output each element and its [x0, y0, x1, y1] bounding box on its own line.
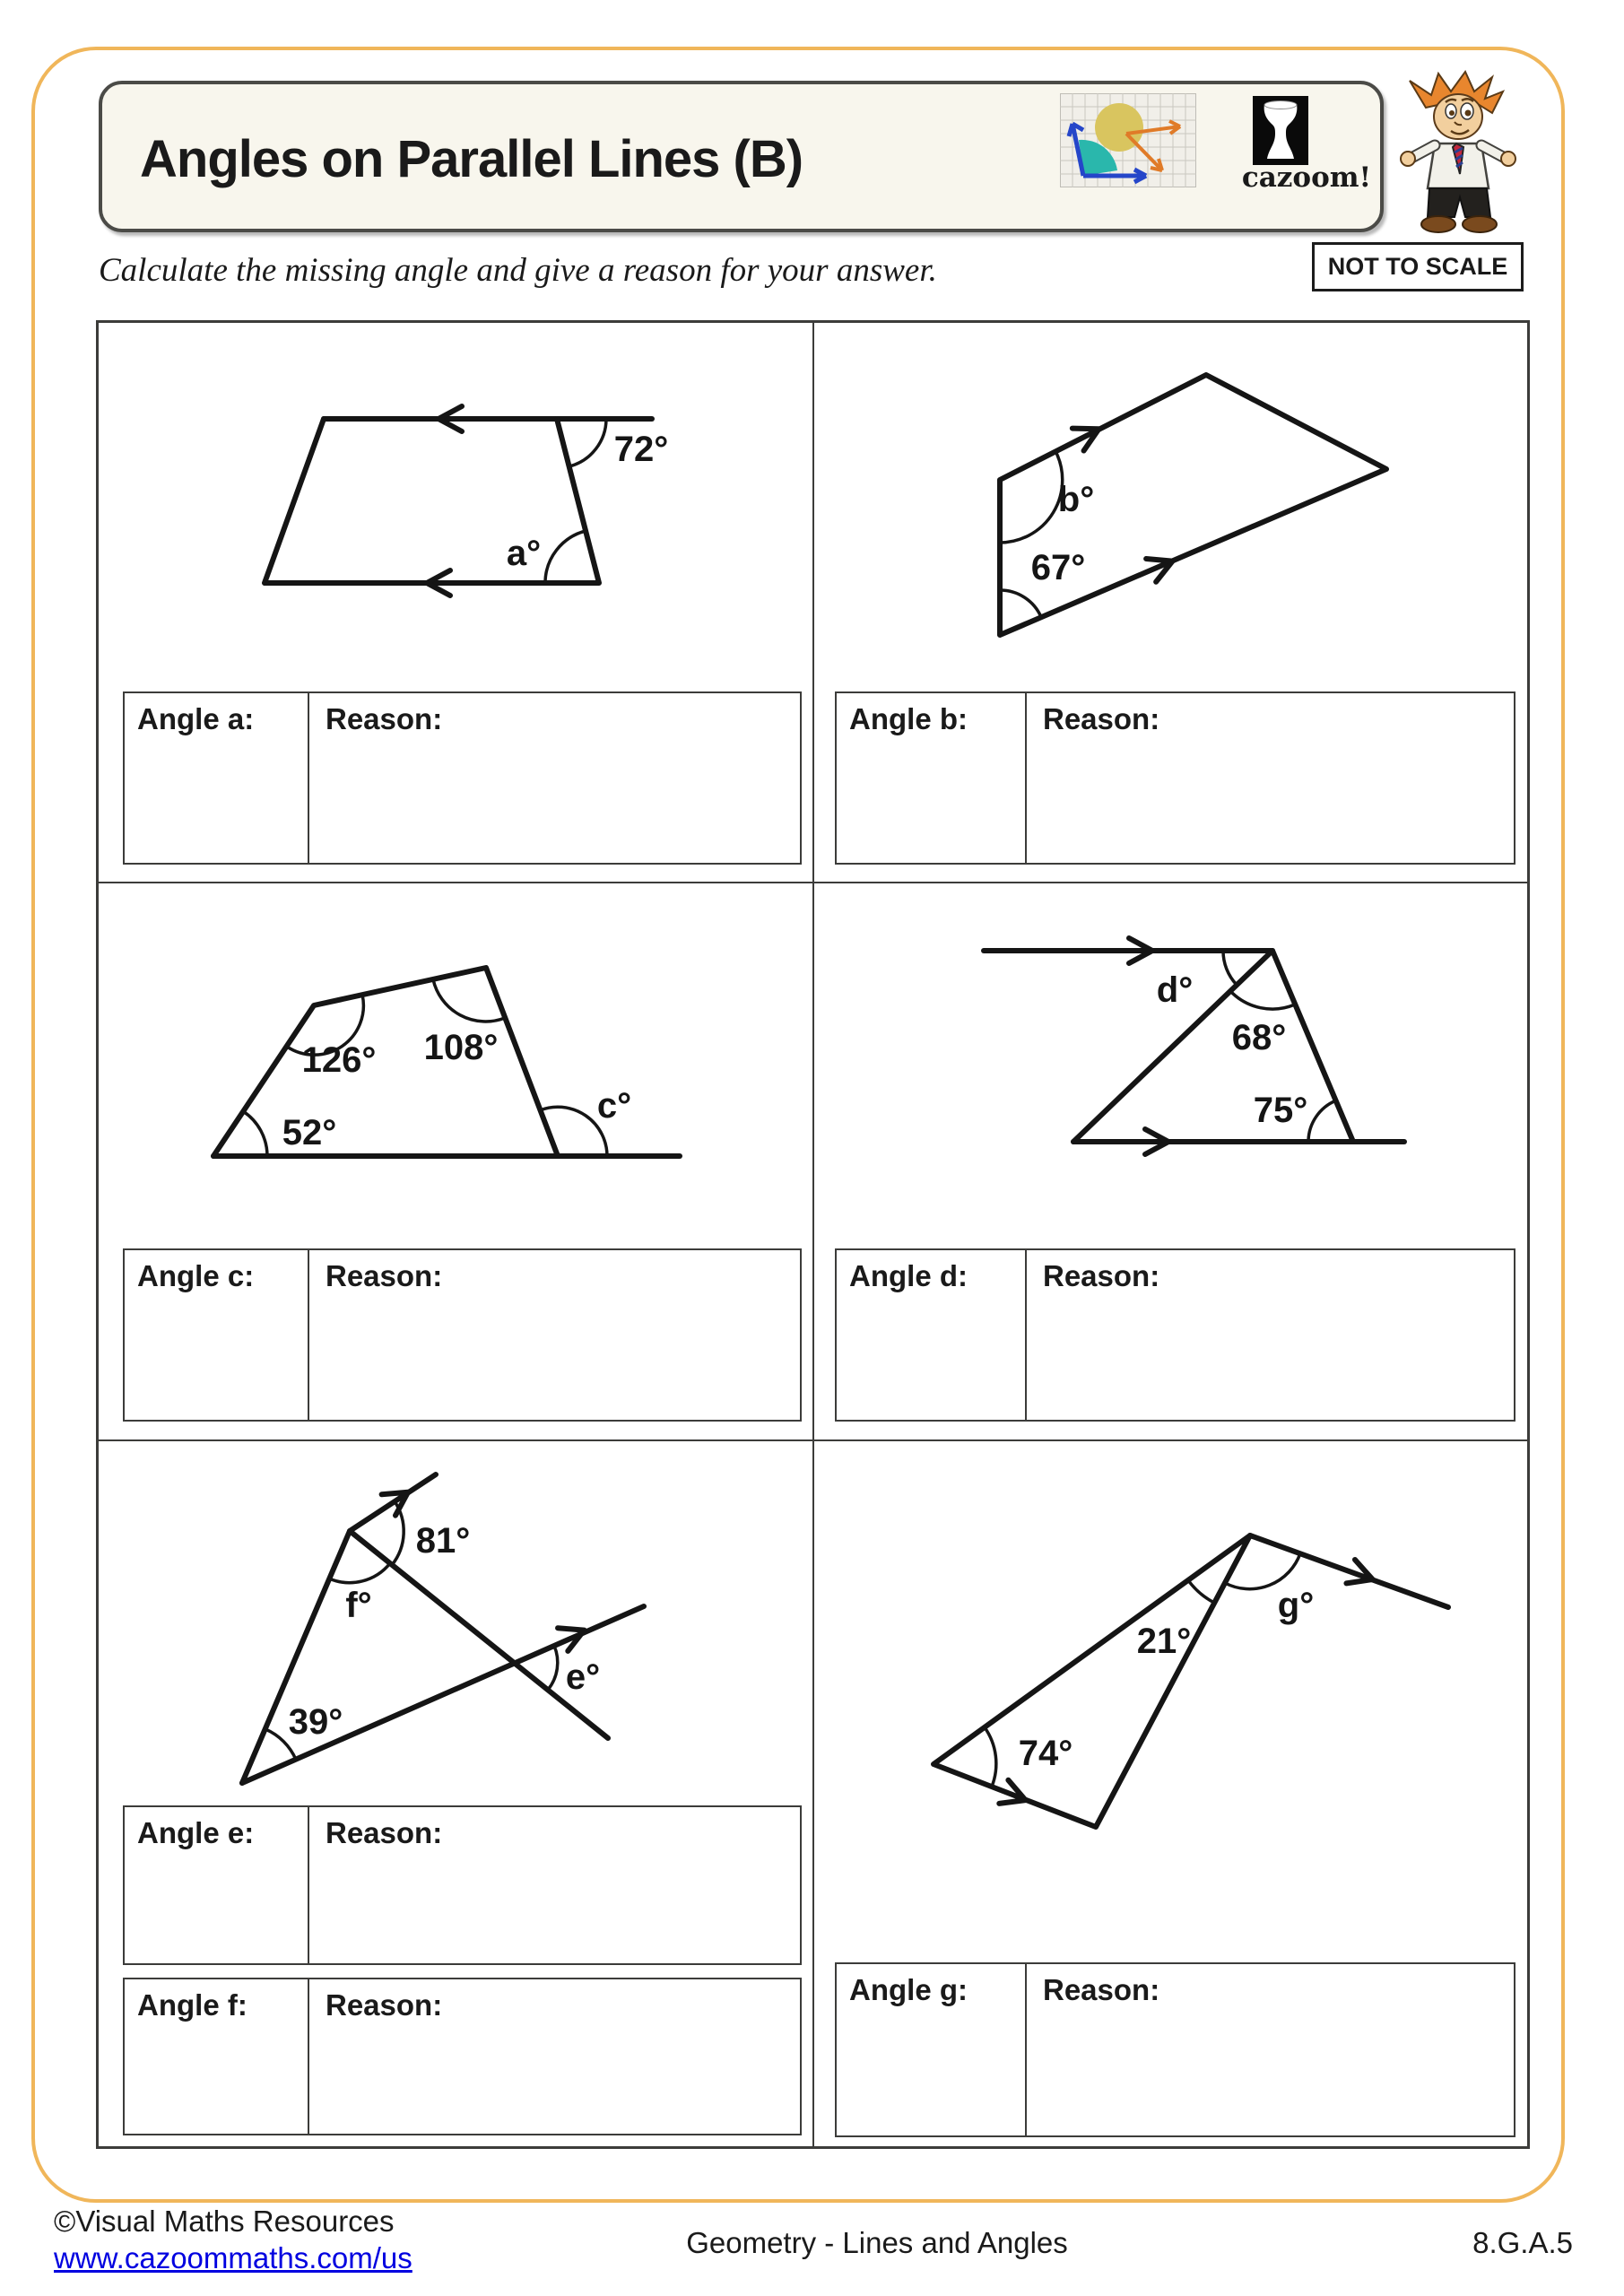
- angle-answer-cell[interactable]: Angle g:: [837, 1964, 1027, 2135]
- problem-cell-g: [814, 1441, 1527, 2149]
- answer-box-g: [835, 1962, 1515, 2137]
- angle-unknown: f°: [345, 1586, 372, 1625]
- angle-value: 68°: [1231, 1018, 1287, 1057]
- angle-value: 126°: [301, 1040, 377, 1080]
- cazoom-brand-text: cazoom!: [1241, 161, 1372, 194]
- reason-answer-cell[interactable]: Reason:: [326, 702, 443, 735]
- diagram-d: [814, 883, 1527, 1247]
- reason-answer-cell[interactable]: Reason:: [1043, 1973, 1160, 2006]
- angle-answer-cell[interactable]: Angle e:: [125, 1807, 309, 1963]
- reason-answer-cell[interactable]: Reason:: [1043, 702, 1160, 735]
- angle-unknown: b°: [1057, 480, 1095, 519]
- angle-answer-cell[interactable]: Angle c:: [125, 1250, 309, 1420]
- footer-topic: Geometry - Lines and Angles: [686, 2226, 1068, 2259]
- angle-unknown: a°: [506, 534, 542, 573]
- cazoom-drum-logo-icon: [1253, 96, 1308, 165]
- problem-cell-ef: [99, 1441, 812, 2149]
- angle-unknown: g°: [1277, 1586, 1315, 1625]
- angle-unknown: c°: [596, 1086, 632, 1126]
- diagram-c: [99, 883, 812, 1247]
- problem-cell-d: [814, 883, 1527, 1439]
- problem-cell-b: [814, 323, 1527, 882]
- answer-box-d: [835, 1248, 1515, 1422]
- angle-value: 21°: [1136, 1622, 1192, 1661]
- footer-website-link[interactable]: www.cazoommaths.com/us: [54, 2241, 413, 2274]
- angle-answer-cell[interactable]: Angle d:: [837, 1250, 1027, 1420]
- header: [99, 81, 1384, 232]
- answer-box-f: [123, 1978, 802, 2135]
- footer-standard-code: 8.G.A.5: [1472, 2226, 1573, 2259]
- reason-answer-cell[interactable]: Reason:: [1043, 1259, 1160, 1292]
- diagram-g: [814, 1441, 1527, 1957]
- instruction-text: Calculate the missing angle and give a reason for your answer.: [99, 252, 937, 289]
- reason-answer-cell[interactable]: Reason:: [326, 1816, 443, 1849]
- angle-answer-cell[interactable]: Angle b:: [837, 693, 1027, 863]
- angle-value: 74°: [1018, 1734, 1073, 1773]
- problem-cell-a: [99, 323, 812, 882]
- answer-box-b: [835, 691, 1515, 865]
- diagram-b: [814, 323, 1527, 691]
- angle-unknown: d°: [1156, 970, 1194, 1010]
- angle-value: 52°: [282, 1113, 337, 1152]
- problem-grid: [96, 320, 1530, 2149]
- angle-value: 108°: [423, 1028, 499, 1067]
- angles-grid-logo-icon: [1060, 93, 1196, 187]
- angle-answer-cell[interactable]: Angle a:: [125, 693, 309, 863]
- not-to-scale-label: NOT TO SCALE: [1327, 253, 1508, 280]
- reason-answer-cell[interactable]: Reason:: [326, 1988, 443, 2022]
- angle-value: 72°: [613, 430, 669, 469]
- diagram-a: [99, 323, 812, 691]
- answer-box-c: [123, 1248, 802, 1422]
- angle-value: 39°: [288, 1702, 343, 1742]
- not-to-scale-badge: [1312, 242, 1524, 291]
- cartoon-character: [1392, 68, 1524, 244]
- reason-answer-cell[interactable]: Reason:: [326, 1259, 443, 1292]
- angle-answer-cell[interactable]: Angle f:: [125, 1979, 309, 2134]
- answer-box-a: [123, 691, 802, 865]
- diagram-ef: [99, 1441, 812, 1805]
- footer-copyright: ©Visual Maths Resources: [54, 2205, 395, 2238]
- angle-value: 67°: [1030, 548, 1086, 587]
- angle-unknown: e°: [565, 1657, 601, 1697]
- angle-value: 81°: [415, 1521, 471, 1561]
- problem-cell-c: [99, 883, 812, 1439]
- page-title: Angles on Parallel Lines (B): [140, 130, 803, 188]
- angle-value: 75°: [1253, 1091, 1308, 1130]
- answer-box-e: [123, 1805, 802, 1965]
